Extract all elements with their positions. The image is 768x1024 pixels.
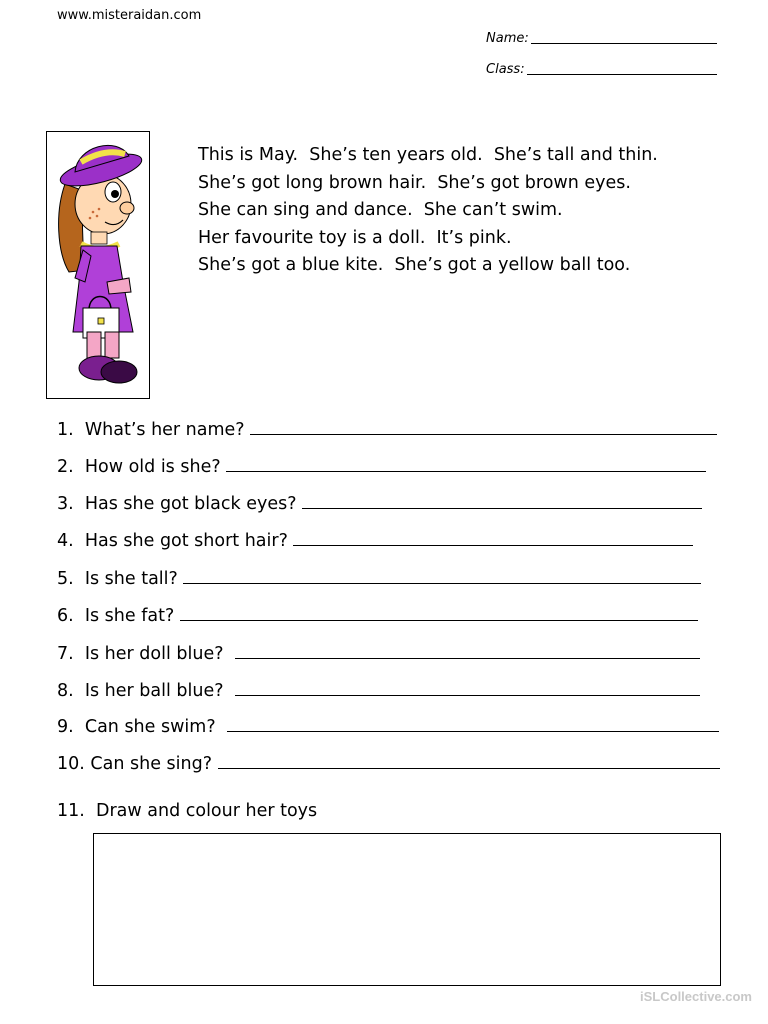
question-item (57, 634, 700, 664)
answer-line[interactable] (226, 471, 706, 472)
question-item (57, 521, 693, 551)
question-text: How old is she? (84, 457, 221, 477)
question-text: Is she fat? (84, 606, 175, 626)
answer-line[interactable] (235, 695, 700, 696)
class-field[interactable] (486, 62, 717, 77)
question-text: Can she swim? (84, 717, 216, 737)
question-item (57, 484, 702, 514)
question-item (57, 671, 700, 701)
question-number: 10. (57, 754, 85, 774)
question-item (57, 447, 706, 477)
answer-line[interactable] (293, 545, 693, 546)
name-label: Name: (486, 31, 529, 46)
story-line: Her favourite toy is a doll. It’s pink. (198, 227, 512, 248)
question-text: Can she sing? (90, 754, 213, 774)
class-blank-line[interactable] (527, 74, 717, 75)
question-number: 7. (57, 644, 74, 664)
question-text: Is she tall? (84, 569, 178, 589)
answer-line[interactable] (218, 768, 720, 769)
question-number: 2. (57, 457, 74, 477)
question-text: Has she got black eyes? (84, 494, 297, 514)
answer-line[interactable] (235, 658, 700, 659)
question-number: 6. (57, 606, 74, 626)
drawing-box[interactable] (93, 833, 721, 986)
question-item (57, 596, 698, 626)
question-text: Has she got short hair? (84, 531, 288, 551)
class-label: Class: (486, 62, 525, 77)
question-text: Is her ball blue? (84, 681, 224, 701)
question-text: Is her doll blue? (84, 644, 224, 664)
task-number: 11. (57, 801, 85, 821)
story-line: This is May. She’s ten years old. She’s tall and thin. (198, 145, 658, 165)
watermark: iSLCollective.com (640, 989, 752, 1004)
answer-line[interactable] (302, 508, 702, 509)
girl-picture-frame (46, 131, 150, 399)
name-field[interactable] (486, 31, 717, 46)
answer-line[interactable] (250, 434, 717, 435)
site-url: www.misteraidan.com (57, 8, 202, 23)
girl-illustration-icon (47, 132, 149, 398)
name-blank-line[interactable] (531, 43, 717, 44)
question-item (57, 559, 701, 589)
question-number: 5. (57, 569, 74, 589)
question-number: 3. (57, 494, 74, 514)
question-number: 8. (57, 681, 74, 701)
answer-line[interactable] (227, 731, 719, 732)
reading-passage (198, 142, 658, 280)
question-item (57, 410, 717, 440)
question-number: 1. (57, 420, 74, 440)
answer-line[interactable] (180, 620, 698, 621)
task-text: Draw and colour her toys (95, 801, 318, 821)
answer-line[interactable] (183, 583, 701, 584)
story-line: She can sing and dance. She can’t swim. (198, 200, 563, 220)
drawing-task (57, 801, 317, 821)
question-text: What’s her name? (84, 420, 245, 440)
story-line: She’s got a blue kite. She’s got a yellow ball too. (198, 255, 631, 275)
question-number: 4. (57, 531, 74, 551)
question-item (57, 744, 720, 774)
question-number: 9. (57, 717, 74, 737)
story-line: She’s got long brown hair. She’s got brown eyes. (198, 172, 631, 193)
question-item (57, 707, 719, 737)
